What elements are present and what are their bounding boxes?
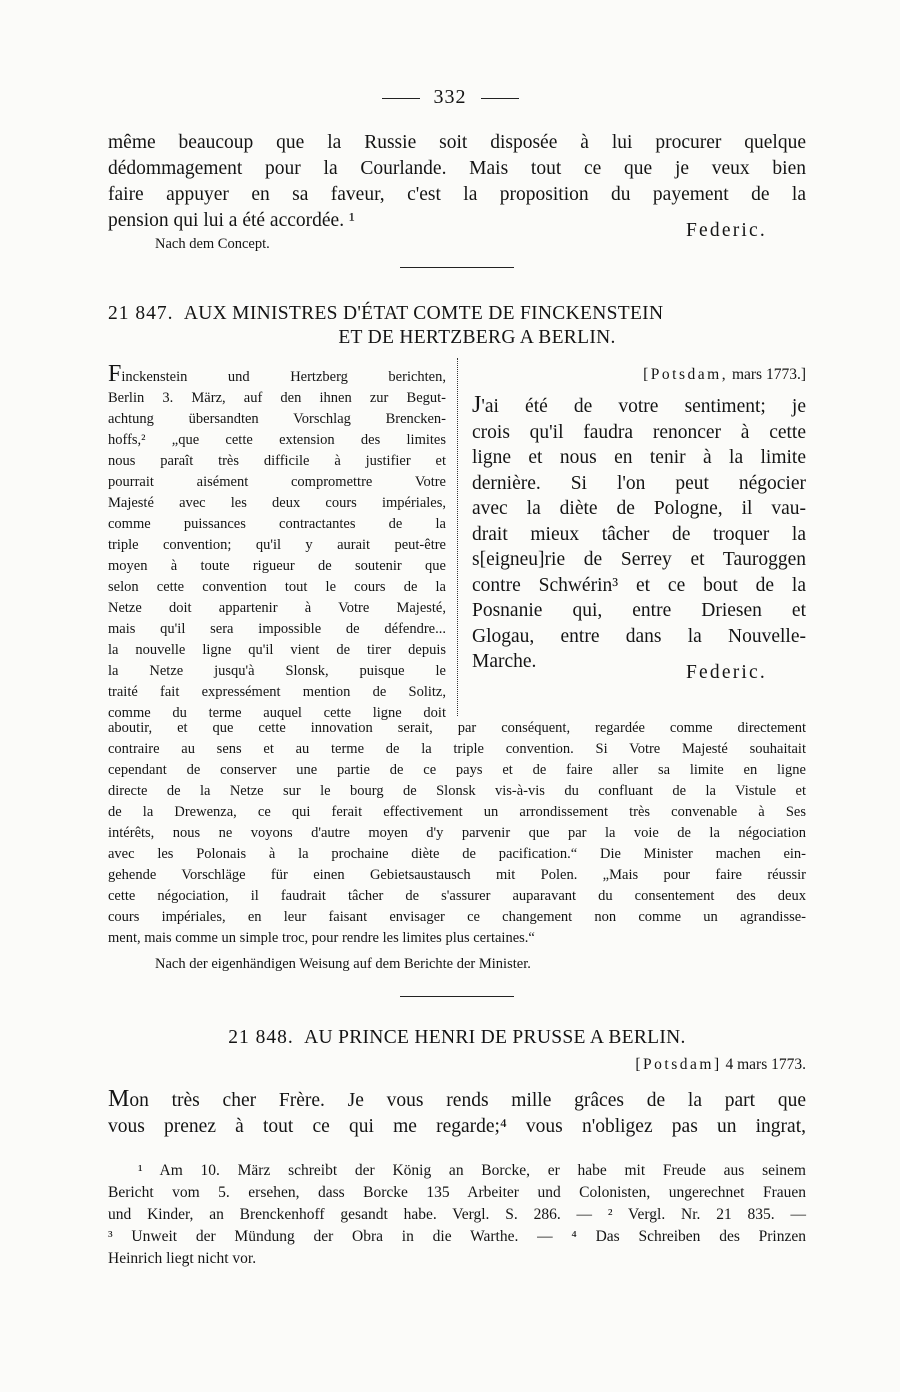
reply-line: crois qu'il faudra renoncer à cette <box>472 421 806 443</box>
column-divider <box>457 358 458 716</box>
reply-line: Posnanie qui, entre Driesen et <box>472 600 806 621</box>
report-line: la Netze jusqu'à Slonsk, puisque le <box>108 663 446 679</box>
letter1-source-note: Nach der eigenhändigen Weisung auf dem Berichte der Minister. <box>155 956 531 972</box>
footnote-line: ³ Unweit der Mündung der Obra in die Warthe. — ⁴ Das Schreiben des Prinzen <box>108 1228 806 1245</box>
page-number-dash-right <box>481 98 519 99</box>
report-line: intérêts, nous ne voyons d'autre moyen d'y parvenir que par la voie de la négociation <box>108 825 806 841</box>
report-line: traité fait expressément mention de Solitz, <box>108 684 446 700</box>
intro-line: dédommagement pour la Courlande. Mais tout ce que je veux bien <box>108 158 806 179</box>
footnote-line: Heinrich liegt nicht vor. <box>108 1250 257 1267</box>
section-divider <box>400 996 514 997</box>
report-line: hoffs,² „que cette extension des limites <box>108 432 446 448</box>
letter-title: AU PRINCE HENRI DE PRUSSE A BERLIN. <box>304 1027 686 1048</box>
intro-source-note: Nach dem Concept. <box>155 236 270 252</box>
intro-line: pension qui lui a été accordée. ¹ <box>108 210 355 231</box>
report-line: Majesté avec les deux cours impériales, <box>108 495 446 511</box>
page-number-dash-left <box>382 98 420 99</box>
report-line: achtung übersandten Vorschlag Brencken- <box>108 411 446 427</box>
section-divider <box>400 267 514 268</box>
report-line: contraire au sens et au terme de la triple convention. Si Votre Majesté souhaitait <box>108 741 806 757</box>
reply-line: ligne et nous en tenir à la limite <box>472 447 806 468</box>
reply-dateline: [Potsdam, mars 1773.] <box>643 366 806 383</box>
report-summary-column <box>108 361 446 724</box>
letter-number: 21 848. <box>228 1027 294 1048</box>
reply-signature: Federic. <box>686 662 767 683</box>
letter-heading-21847 <box>108 302 806 350</box>
letter2-text <box>108 1086 806 1140</box>
footnote-line: und Kinder, an Brenckenhoff gesandt habe. Vergl. S. 286. — ² Vergl. Nr. 21 835. — <box>108 1206 806 1223</box>
report-line: de la Drewenza, ce qui ferait effectivement un arrondissement très convenable à Ses <box>108 804 806 820</box>
reply-line: dernière. Si l'on peut négocier <box>472 472 806 494</box>
report-line: avec les Polonais à la prochaine diète de pacification.“ Die Minister machen ein- <box>108 846 806 862</box>
intro-line: même beaucoup que la Russie soit disposée à lui procurer quelque <box>108 132 806 153</box>
reply-line: s[eigneu]rie de Serrey et Tauroggen <box>472 549 806 570</box>
report-continuation <box>108 718 806 949</box>
report-line: Berlin 3. März, auf den ihnen zur Begut- <box>108 390 446 406</box>
report-line: comme puissances contractantes de la <box>108 516 446 532</box>
report-line: Finckenstein und Hertzberg berichten, <box>108 361 446 387</box>
report-line: mais qu'il sera impossible de défendre... <box>108 621 446 637</box>
report-line: pourrait aisément compromettre Votre <box>108 474 446 490</box>
report-line: cours impériales, en leur faisant envisager ce changement non comme un agrandisse- <box>108 909 806 925</box>
intro-paragraph <box>108 130 806 234</box>
report-line: aboutir, et que cette innovation serait, par conséquent, regardée comme directement <box>108 720 806 736</box>
page-number: 332 <box>0 86 900 109</box>
report-line: la nouvelle ligne qu'il vient de tirer depuis <box>108 642 446 658</box>
report-line: comme du terme auquel cette ligne doit <box>108 705 446 721</box>
intro-signature: Federic. <box>686 220 767 241</box>
footnotes <box>108 1160 806 1270</box>
report-line: ment, mais comme un simple troc, pour rendre les limites plus certaines.“ <box>108 930 535 946</box>
report-line: selon cette convention tout le cours de la <box>108 579 446 595</box>
letter2-dateline: [Potsdam] 4 mars 1773. <box>635 1056 806 1073</box>
report-line: gehende Vorschläge für einen Gebietsaustausch mit Polen. „Mais pour faire réussir <box>108 867 806 883</box>
reply-line: Glogau, entre dans la Nouvelle- <box>472 625 806 647</box>
reply-line: drait mieux tâcher de troquer la <box>472 523 806 545</box>
report-line: cette négociation, il faudrait tâcher de s'assurer auparavant du consentement des deux <box>108 888 806 904</box>
reply-line: avec la diète de Pologne, il vau- <box>472 498 806 519</box>
report-line: Netze doit appartenir à Votre Majesté, <box>108 600 446 616</box>
reply-line: J'ai été de votre sentiment; je <box>472 392 806 418</box>
report-line: cependant de conserver une partie de ce pays et de faire aller sa limite en ligne <box>108 762 806 778</box>
report-line: triple convention; qu'il y aurait peut-être <box>108 537 446 553</box>
reply-text-column <box>472 393 806 675</box>
letter-number: 21 847. <box>108 303 174 324</box>
letter-title-line1: AUX MINISTRES D'ÉTAT COMTE DE FINCKENSTEIN <box>183 303 664 324</box>
letter-heading-21848 <box>108 1026 806 1050</box>
reply-line: Marche. <box>472 651 537 672</box>
reply-line: contre Schwérin³ et ce bout de la <box>472 574 806 596</box>
report-line: moyen à toute rigueur de soutenir que <box>108 558 446 574</box>
footnote-line: Bericht vom 5. ersehen, dass Borcke 135 Arbeiter und Colonisten, ungerechnet Frauen <box>108 1184 806 1201</box>
letter-title-line2: ET DE HERTZBERG A BERLIN. <box>338 327 616 348</box>
letter2-line: vous prenez à tout ce qui me regarde;⁴ vous n'obligez pas un ingrat, <box>108 1116 806 1137</box>
intro-line: faire appuyer en sa faveur, c'est la proposition du payement de la <box>108 184 806 205</box>
letter2-line: Mon très cher Frère. Je vous rends mille grâces de la part que <box>108 1086 806 1112</box>
footnote-line: ¹ Am 10. März schreibt der König an Borcke, er habe mit Freude aus seinem <box>138 1162 806 1179</box>
report-line: nous paraît très difficile à justifier et <box>108 453 446 469</box>
report-line: directe de la Netze sur le bourg de Slonsk vis-à-vis du confluant de la Vistule et <box>108 783 806 799</box>
